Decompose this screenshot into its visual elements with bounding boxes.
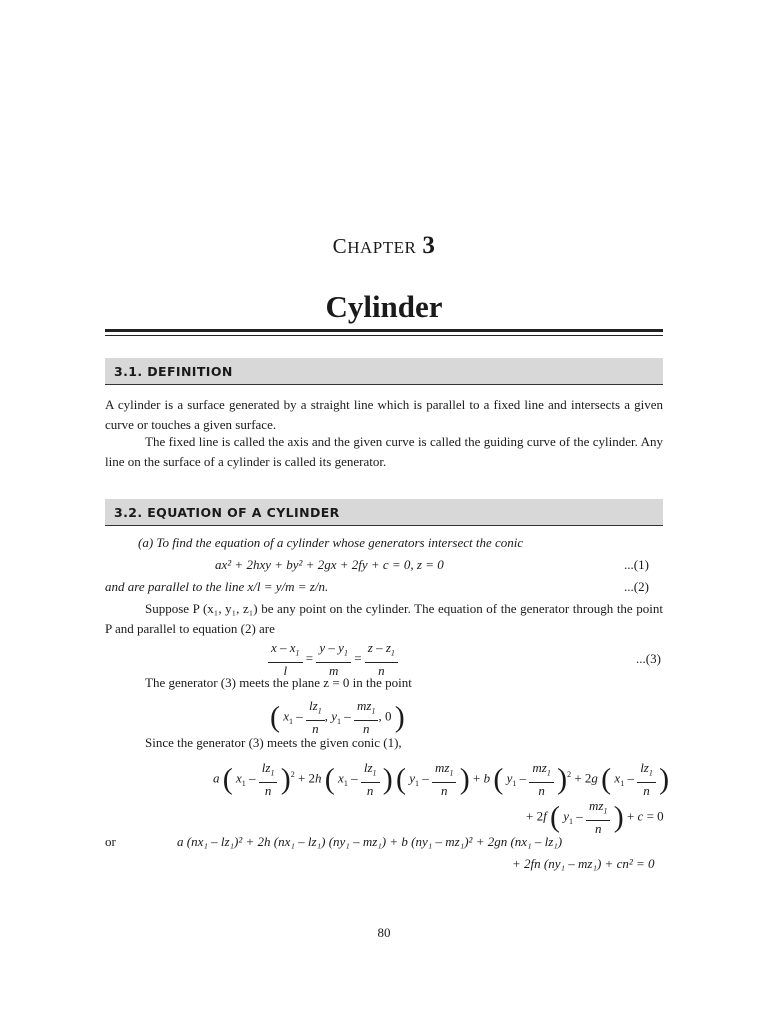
chapter-label: CHAPTER 3 xyxy=(332,232,436,259)
chapter-number: 3 xyxy=(422,232,436,259)
page-title: Cylinder xyxy=(325,289,443,324)
expanded-equation-line-2: + 2fn (ny₁ – mz₁) + cn² = 0 xyxy=(512,856,655,871)
intersection-point: ( $x_1$ – $\frac{lz_1}{n}$ , $y_1$ – $\frac{mz_1}{n}$ , 0 ) xyxy=(270,698,405,736)
conic-equation: ax² + 2hxy + by² + 2gx + 2fy + c = 0, z = 0 xyxy=(215,557,444,572)
section-heading-definition: 3.1. DEFINITION xyxy=(105,358,663,385)
meets-plane-text: The generator (3) meets the plane z = 0 in the point xyxy=(145,675,412,690)
expanded-equation-line-1: a (nx₁ – lz₁)² + 2h (nx₁ – lz₁) (ny₁ – mz₁) + b (ny₁ – mz₁)² + 2gn (nx₁ – lz₁) xyxy=(177,834,563,849)
generator-equation: $\frac{x - x_1}{l}$ = $\frac{y - y_1}{m}$ = $\frac{z - z_1}{n}$ xyxy=(268,640,398,679)
equation-number-1: ...(1) xyxy=(624,557,649,572)
substituted-equation-line-1: a ( $x_1$ – $\frac{lz_1}{n}$ )$^2$ + 2h ( $x_1$ – $\frac{lz_1}{n}$ ) ( $y_1$ – $\frac{mz_1}{n}$ ) + b ( $y_1$ – $\frac{mz_1}{n}$ )$^2$ + 2g ( $x_1$ – $\frac{lz_1}{n}$ ) xyxy=(213,760,670,798)
section-heading-equation: 3.2. EQUATION OF A CYLINDER xyxy=(105,499,663,526)
title-rule-thick xyxy=(105,329,663,332)
problem-statement: (a) To find the equation of a cylinder whose generators intersect the conic xyxy=(138,535,524,550)
suppose-paragraph: Suppose P (x₁, y₁, z₁) be any point on the cylinder. The equation of the generator through the point P and parallel to equation (2) are xyxy=(105,601,663,636)
title-rule-thin xyxy=(105,335,663,336)
page-number: 80 xyxy=(377,925,391,940)
parallel-line-statement: and are parallel to the line x/l = y/m = z/n. xyxy=(105,579,329,594)
equation-number-3: ...(3) xyxy=(636,651,661,666)
substituted-equation-line-2: + 2f ( $y_1$ – $\frac{mz_1}{n}$ ) + c = 0 xyxy=(526,798,664,836)
or-label: or xyxy=(105,834,116,849)
definition-paragraph-2: The fixed line is called the axis and the given curve is called the guiding curve of the cylinder. Any line on the surface of a cylinder is called its generator. xyxy=(105,434,663,469)
definition-paragraph-1: A cylinder is a surface generated by a straight line which is parallel to a fixed line and intersects a given curve or touches a given surface. xyxy=(105,397,663,432)
since-text: Since the generator (3) meets the given conic (1), xyxy=(145,735,402,750)
equation-number-2: ...(2) xyxy=(624,579,649,594)
